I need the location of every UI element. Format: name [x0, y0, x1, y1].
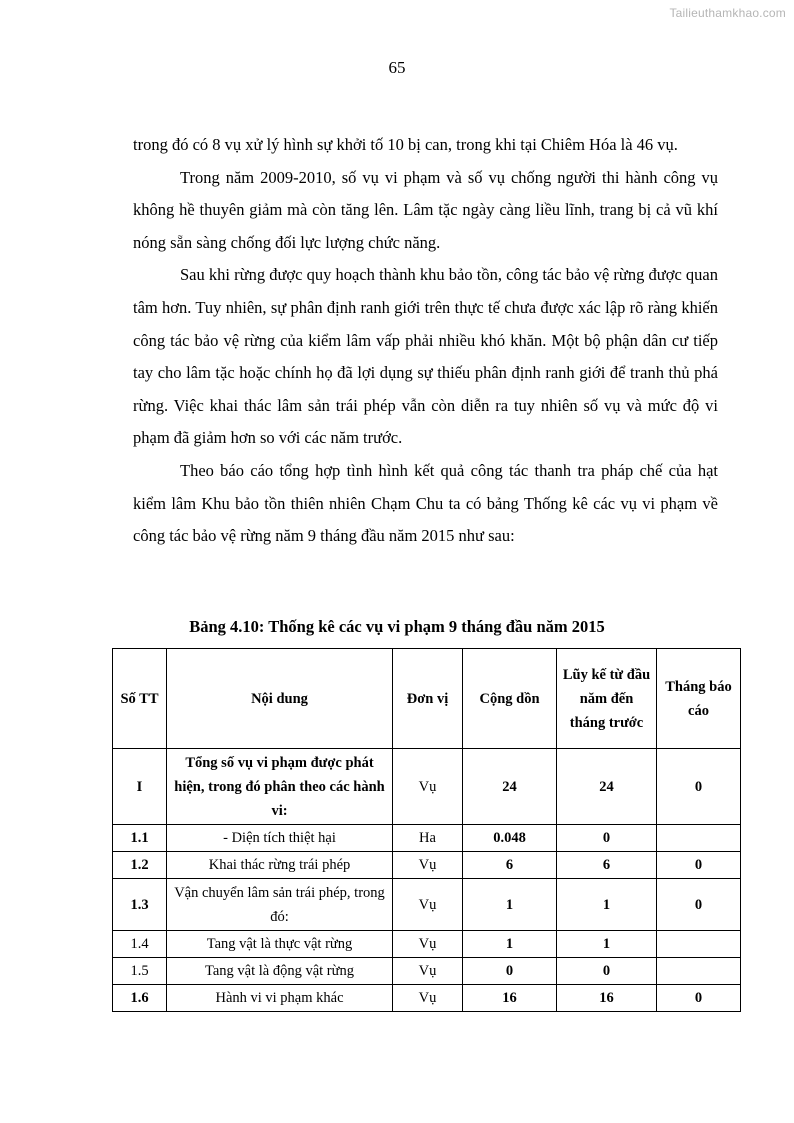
table-row: [113, 879, 741, 931]
cell-report-month: 0: [657, 852, 741, 879]
table-row: [113, 852, 741, 879]
cell-report-month: [657, 958, 741, 985]
cell-cumulative: 24: [463, 749, 557, 825]
cell-cumulative: 0: [463, 958, 557, 985]
cell-cumulative: 1: [463, 879, 557, 931]
cell-unit: Vụ: [393, 985, 463, 1012]
header-content: Nội dung: [167, 649, 393, 749]
cell-cumulative: 0.048: [463, 825, 557, 852]
cell-accumulated: 1: [557, 931, 657, 958]
paragraph-3: Sau khi rừng được quy hoạch thành khu bảo tồn, công tác bảo vệ rừng được quan tâm hơn. Tuy nhiên, sự phân định ranh giới trên thực tế chưa được xác lập rõ ràng khiến công tác bảo vệ rừng của kiểm lâm vấp phải nhiều khó khăn. Một bộ phận dân cư tiếp tay cho lâm tặc hoặc chính họ đã lợi dụng sự thiếu phân định ranh giới để tranh thủ phá rừng. Việc khai thác lâm sản trái phép vẫn còn diễn ra tuy nhiên số vụ và mức độ vi phạm đã giảm hơn so với các năm trước.: [133, 265, 718, 448]
cell-stt: 1.2: [113, 852, 167, 879]
paragraph-4: Theo báo cáo tổng hợp tình hình kết quả công tác thanh tra pháp chế của hạt kiểm lâm Khu bảo tồn thiên nhiên Chạm Chu ta có bảng Thống kê các vụ vi phạm về công tác bảo vệ rừng năm 9 tháng đầu năm 2015 như sau:: [133, 460, 718, 546]
cell-unit: Vụ: [393, 852, 463, 879]
cell-accumulated: 1: [557, 879, 657, 931]
header-accumulated: Lũy kế từ đầu năm đến tháng trước: [557, 649, 657, 749]
cell-content: - Diện tích thiệt hại: [167, 825, 393, 852]
paragraph-1: trong đó có 8 vụ xử lý hình sự khởi tố 10 bị can, trong khi tại Chiêm Hóa là 46 vụ.: [133, 135, 678, 154]
header-report-month: Tháng báo cáo: [657, 649, 741, 749]
cell-stt: I: [113, 749, 167, 825]
table-row: [113, 985, 741, 1012]
table-row: [113, 931, 741, 958]
cell-unit: Ha: [393, 825, 463, 852]
cell-report-month: [657, 825, 741, 852]
cell-content: Tổng số vụ vi phạm được phát hiện, trong đó phân theo các hành vi:: [167, 749, 393, 825]
cell-accumulated: 6: [557, 852, 657, 879]
table-row: [113, 825, 741, 852]
cell-report-month: 0: [657, 879, 741, 931]
header-stt: Số TT: [113, 649, 167, 749]
cell-content: Tang vật là thực vật rừng: [167, 931, 393, 958]
cell-stt: 1.4: [113, 931, 167, 958]
cell-content: Hành vi vi phạm khác: [167, 985, 393, 1012]
cell-content: Tang vật là động vật rừng: [167, 958, 393, 985]
cell-cumulative: 16: [463, 985, 557, 1012]
table-caption: Bảng 4.10: Thống kê các vụ vi phạm 9 tháng đầu năm 2015: [189, 617, 605, 636]
cell-stt: 1.6: [113, 985, 167, 1012]
cell-cumulative: 6: [463, 852, 557, 879]
cell-content: Khai thác rừng trái phép: [167, 852, 393, 879]
cell-accumulated: 0: [557, 958, 657, 985]
cell-unit: Vụ: [393, 879, 463, 931]
cell-accumulated: 24: [557, 749, 657, 825]
table-row: [113, 958, 741, 985]
table-header-row: [113, 649, 741, 749]
cell-report-month: 0: [657, 749, 741, 825]
paragraph-2: Trong năm 2009-2010, số vụ vi phạm và số vụ chống người thi hành công vụ không hề thuyên giảm mà còn tăng lên. Lâm tặc ngày càng liều lĩnh, trang bị cả vũ khí nóng sẵn sàng chống đối lực lượng chức năng.: [133, 167, 718, 252]
cell-cumulative: 1: [463, 931, 557, 958]
violations-table: [112, 648, 741, 1012]
cell-unit: Vụ: [393, 958, 463, 985]
table-row: [113, 749, 741, 825]
cell-unit: Vụ: [393, 749, 463, 825]
cell-accumulated: 16: [557, 985, 657, 1012]
cell-stt: 1.5: [113, 958, 167, 985]
cell-stt: 1.1: [113, 825, 167, 852]
cell-content: Vận chuyển lâm sản trái phép, trong đó:: [167, 879, 393, 931]
body-text: [133, 129, 718, 553]
cell-stt: 1.3: [113, 879, 167, 931]
watermark: Tailieuthamkhao.com: [669, 6, 786, 20]
cell-report-month: 0: [657, 985, 741, 1012]
cell-unit: Vụ: [393, 931, 463, 958]
cell-report-month: [657, 931, 741, 958]
cell-accumulated: 0: [557, 825, 657, 852]
header-unit: Đơn vị: [393, 649, 463, 749]
page-number: 65: [388, 58, 406, 77]
header-cumulative: Cộng dồn: [463, 649, 557, 749]
